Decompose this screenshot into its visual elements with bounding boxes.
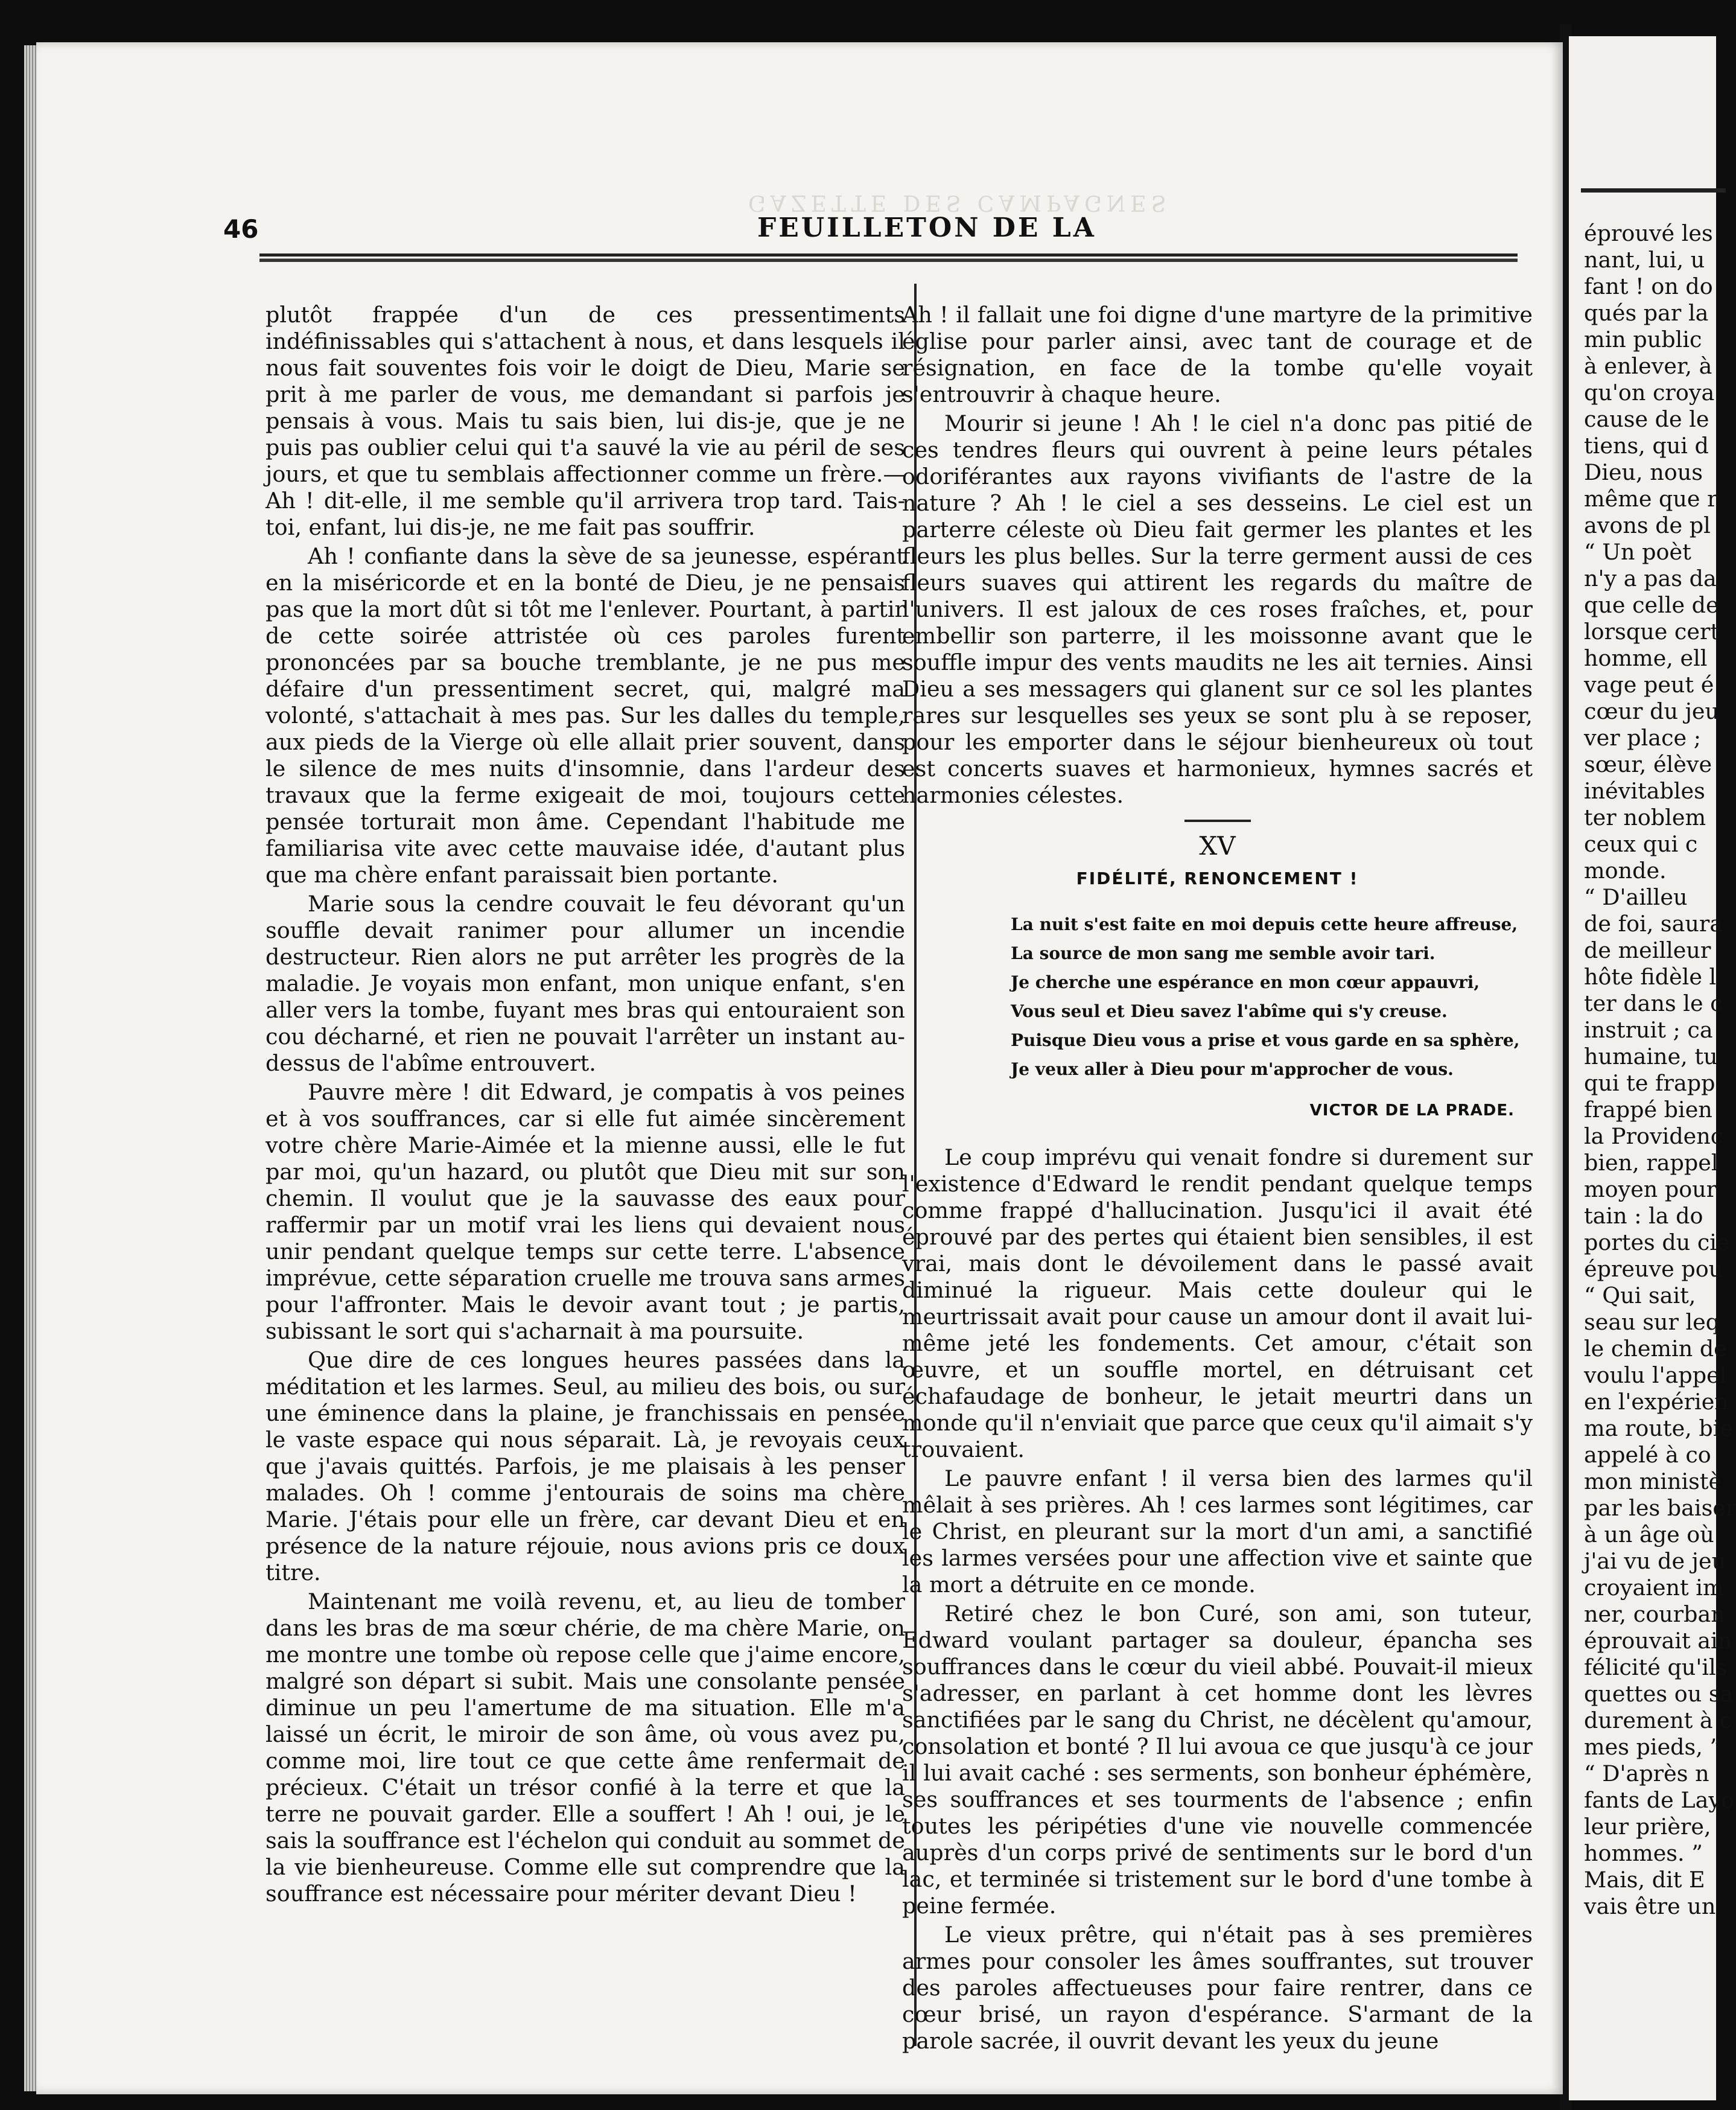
next-page-line: mes pieds, ” bbox=[1584, 1734, 1722, 1760]
paragraph: Marie sous la cendre couvait le feu dévorant qu'un souffle devait ranimer pour allumer un incendie destructeur. Rien alors ne put arrêter les progrès de la maladie. Je voyais mon enfant, mon unique enfant, s'en aller vers la tombe, fuyant mes bras qui entouraient son cou décharné, et rien ne pouvait l'arrêter un instant au-dessus de l'abîme entrouvert. bbox=[265, 891, 905, 1076]
next-page-line: fants de Layo bbox=[1584, 1787, 1734, 1813]
page-number: 46 bbox=[223, 214, 259, 244]
paragraph: Retiré chez le bon Curé, son ami, son tuteur, Edward voulant partager sa douleur, épancha ses souffrances dans le cœur du vieil abbé. Pouvait-il mieux s'adresser, en parlant à cet homme dont les lèvres sanctifiées par le sang du Christ, ne décèlent qu'amour, consolation et bonté ? Il lui avoua ce que jusqu'à ce jour il lui avait caché : ses serments, son bonheur éphémère, ses souffrances et ses tourments de l'absence ; enfin toutes les péripéties d'une vie nouvelle commencée auprès d'un corps privé de sentiments sur le bord d'un lac, et terminée si tristement sur le bord d'une tombe à peine fermée. bbox=[902, 1601, 1533, 1919]
next-page-line: éprouvé les bbox=[1584, 220, 1713, 246]
paragraph: Le pauvre enfant ! il versa bien des larmes qu'il mêlait à ses prières. Ah ! ces larmes sont légitimes, car le Christ, en pleurant sur la mort d'un ami, a sanctifié les larmes versées pour une affection vive et sainte que la mort a détruite en ce monde. bbox=[902, 1465, 1533, 1598]
next-page-line: à enlever, à bbox=[1584, 353, 1712, 379]
next-page-rule bbox=[1581, 188, 1726, 193]
next-page-line: lorsque cert bbox=[1584, 619, 1720, 645]
next-page-line: “ D'après n bbox=[1584, 1761, 1709, 1786]
next-page-line: félicité qu'ils bbox=[1584, 1654, 1728, 1680]
paragraph: plutôt frappée d'un de ces pressentiments indéfinissables qui s'attachent à nous, et dans lesquels il nous fait souventes fois voir le doigt de Dieu, Marie se prit à me parler de vous, me demandant si parfois je pensais à vous. Mais tu sais bien, lui dis-je, que je ne puis pas oublier celui qui t'a sauvé la vie au péril de ses jours, et que tu semblais affectionner comme un frère.—Ah ! dit-elle, il me semble qu'il arrivera trop tard. Tais-toi, enfant, lui dis-je, ne me fait pas souffrir. bbox=[265, 302, 905, 540]
paragraph: Le vieux prêtre, qui n'était pas à ses premières armes pour consoler les âmes souffrantes, sut trouver des paroles affectueuses pour faire rentrer, dans ce cœur brisé, un rayon d'espérance. S'armant de la parole sacrée, il ouvrit devant les yeux du jeune bbox=[902, 1922, 1533, 2054]
next-page-line: homme, ell bbox=[1584, 645, 1708, 671]
next-page-line: quettes ou sa bbox=[1584, 1681, 1734, 1707]
paragraph: Le coup imprévu qui venait fondre si durement sur l'existence d'Edward le rendit pendant quelque temps comme frappé d'hallucination. Jusqu'ici il avait été éprouvé par des pertes qui étaient bien sensibles, il est vrai, mais dont le dévoilement dans le passé avait diminué la rigueur. Mais cette douleur qui le meurtrissait avait pour cause un amour dont il avait lui-même jeté les fondements. Cet amour, c'était son œuvre, et un souffle mortel, en détruisant cet échafaudage de bonheur, le jetait meurtri dans un monde qu'il n'enviait que parce que ceux qu'il aimait s'y trouvaient. bbox=[902, 1144, 1533, 1462]
next-page-line: ner, courban bbox=[1584, 1601, 1725, 1627]
next-page-line: cœur du jeu bbox=[1584, 698, 1719, 724]
next-page-line: mon ministè bbox=[1584, 1468, 1722, 1494]
next-page-line: frappé bien bbox=[1584, 1097, 1712, 1123]
next-page-line: par les baiser bbox=[1584, 1495, 1736, 1521]
next-page-line: que celle de bbox=[1584, 592, 1719, 618]
paragraph: Mourir si jeune ! Ah ! le ciel n'a donc pas pitié de ces tendres fleurs qui ouvrent à peine leurs pétales odoriférantes aux rayons vivifiants de l'astre de la nature ? Ah ! le ciel a ses desseins. Le ciel est un parterre céleste où Dieu fait germer les plantes et les fleurs les plus belles. Sur la terre germent aussi de ces fleurs suaves qui attirent les regards du maître de l'univers. Il est jaloux de ces roses fraîches, et, pour embellir son parterre, il les moissonne avant que le souffle impur des vents maudits ne les ait ternies. Ainsi Dieu a ses messagers qui glanent sur ce sol les plantes rares sur lesquelles ses yeux se sont plu à se reposer, pour les emporter dans le séjour bienheureux où tout est concerts suaves et harmonieux, hymnes sacrés et harmonies célestes. bbox=[902, 410, 1533, 808]
next-page-line: tain : la do bbox=[1584, 1203, 1703, 1229]
paragraph: Ah ! confiante dans la sève de sa jeunesse, espérant en la miséricorde et en la bonté de Dieu, je ne pensais pas que la mort dût si tôt me l'enlever. Pourtant, à partir de cette soirée attristée où ces paroles furent prononcées par sa bouche tremblante, je ne pus me défaire d'un pressentiment secret, qui, malgré ma volonté, s'attachait à mes pas. Sur les dalles du temple, aux pieds de la Vierge où elle allait prier souvent, dans le silence de mes nuits d'insomnie, dans l'ardeur des travaux que la ferme exigeait de moi, toujours cette pensée torturait mon âme. Cependant l'habitude me familiarisa vite avec cette mauvaise idée, d'autant plus que ma chère enfant paraissait bien portante. bbox=[265, 543, 905, 888]
poem-line: Puisque Dieu vous a prise et vous garde en sa sphère, bbox=[1011, 1030, 1520, 1050]
next-page-line: ver place ; bbox=[1584, 725, 1702, 751]
paragraph: Pauvre mère ! dit Edward, je compatis à vos peines et à vos souffrances, car si elle fut aimée sincèrement votre chère Marie-Aimée et la mienne aussi, elle le fut par moi, qu'un hazard, ou plutôt que Dieu mit sur son chemin. Il voulut que je la sauvasse des eaux pour raffermir par un motif vrai les liens qui devaient nous unir pendant quelque temps sur cette terre. L'absence imprévue, cette séparation cruelle me trouva sans armes pour l'affronter. Mais le devoir avant tout ; je partis, subissant le sort qui s'acharnait à ma poursuite. bbox=[265, 1079, 905, 1344]
next-page-line: qui te frapp bbox=[1584, 1070, 1715, 1096]
epigraph-poem bbox=[1011, 910, 1533, 1084]
next-page-line: ceux qui c bbox=[1584, 831, 1698, 857]
next-page-line: j'ai vu de jeu bbox=[1584, 1548, 1726, 1574]
next-page-line: ter dans le c bbox=[1584, 990, 1723, 1016]
poem-line: Je cherche une espérance en mon cœur appauvri, bbox=[1011, 972, 1480, 992]
poem-line: La nuit s'est faite en moi depuis cette heure affreuse, bbox=[1011, 914, 1518, 934]
next-page-line: monde. bbox=[1584, 858, 1667, 884]
chapter-title: FIDÉLITÉ, RENONCEMENT ! bbox=[1076, 869, 1359, 888]
next-page-line: portes du cie bbox=[1584, 1229, 1730, 1255]
next-page-line: hommes. ” bbox=[1584, 1840, 1703, 1866]
next-page-line: croyaient im bbox=[1584, 1575, 1724, 1601]
next-page-line: qués par la bbox=[1584, 300, 1709, 326]
right-column bbox=[902, 302, 1533, 2057]
next-page-line: hôte fidèle l bbox=[1584, 964, 1717, 990]
paragraph: Que dire de ces longues heures passées dans la méditation et les larmes. Seul, au milieu des bois, ou sur une éminence dans la plaine, je franchissais en pensée le vaste espace qui nous séparait. Là, je revoyais ceux que j'avais quittés. Parfois, je me plaisais à les penser malades. Oh ! comme j'entourais de soins ma chère Marie. J'étais pour elle un frère, car devant Dieu et en présence de la nature réjouie, nous avions pris ce doux titre. bbox=[265, 1347, 905, 1586]
next-page-line: durement à c bbox=[1584, 1707, 1732, 1733]
next-page-line: ma route, bie bbox=[1584, 1415, 1734, 1441]
paragraph: Maintenant me voilà revenu, et, au lieu de tomber dans les bras de ma sœur chérie, de ma chère Marie, on me montre une tombe où repose celle que j'aime encore, malgré son départ si subit. Mais une consolante pensée diminue un peu l'amertume de ma situation. Elle m'a laissé un écrit, le miroir de son âme, où vous avez pu, comme moi, lire tout ce que cette âme renfermait de précieux. C'était un trésor confié à la terre et que la terre ne pouvait garder. Elle a souffert ! Ah ! oui, je le sais la souffrance est l'échelon qui conduit au sommet de la vie bienheureuse. Comme elle sut comprendre que la souffrance est nécessaire pour mériter devant Dieu ! bbox=[265, 1589, 905, 1907]
next-page-line: appelé à co bbox=[1584, 1442, 1711, 1468]
poem-line: Je veux aller à Dieu pour m'approcher de vous. bbox=[1011, 1059, 1454, 1079]
next-page-line: éprouvait ain bbox=[1584, 1628, 1732, 1654]
next-page-line: bien, rappel bbox=[1584, 1150, 1719, 1176]
next-page-line: la Providenc bbox=[1584, 1123, 1723, 1149]
next-page-line: de foi, saura bbox=[1584, 911, 1723, 937]
next-page-line: ter noblem bbox=[1584, 805, 1706, 830]
next-page-line: cause de le bbox=[1584, 406, 1709, 432]
next-page-line: leur prière, bbox=[1584, 1814, 1711, 1840]
next-page-line: avons de pl bbox=[1584, 512, 1711, 538]
next-page-line: n'y a pas da bbox=[1584, 566, 1717, 591]
next-page-line: même que r bbox=[1584, 486, 1718, 512]
next-page-line: Dieu, nous bbox=[1584, 459, 1703, 485]
next-page-line: le chemin de bbox=[1584, 1336, 1727, 1362]
next-page-line: “ Qui sait, bbox=[1584, 1283, 1696, 1308]
header-rule bbox=[259, 253, 1518, 262]
next-page-line: humaine, tu bbox=[1584, 1044, 1718, 1069]
next-page-line: instruit ; ca bbox=[1584, 1017, 1713, 1043]
next-page-line: moyen pour bbox=[1584, 1176, 1717, 1202]
next-page-line: sœur, élève bbox=[1584, 751, 1712, 777]
poem-author: VICTOR DE LA PRADE. bbox=[1309, 1101, 1515, 1120]
next-page-line: min public bbox=[1584, 327, 1702, 352]
chapter-rule bbox=[1184, 820, 1251, 822]
next-page-line: seau sur leq bbox=[1584, 1309, 1720, 1335]
running-title: FEUILLETON DE LA bbox=[757, 212, 1096, 243]
next-page-line: à un âge où bbox=[1584, 1522, 1714, 1547]
next-page-column bbox=[1584, 220, 1736, 1920]
next-page-line: “ D'ailleu bbox=[1584, 884, 1688, 910]
next-page-line: qu'on croya bbox=[1584, 380, 1715, 406]
left-column bbox=[265, 302, 905, 1910]
next-page-line: Mais, dit E bbox=[1584, 1867, 1705, 1893]
poem-line: La source de mon sang me semble avoir tari. bbox=[1011, 943, 1436, 963]
bleed-through-text: GAZETTE DES CAMPAGNES bbox=[748, 190, 1171, 215]
next-page-line: tiens, qui d bbox=[1584, 433, 1709, 459]
next-page-line: fant ! on do bbox=[1584, 273, 1713, 299]
next-page-line: de meilleur bbox=[1584, 937, 1711, 963]
next-page-line: “ Un poèt bbox=[1584, 539, 1691, 565]
next-page-line: vage peut é bbox=[1584, 672, 1714, 698]
next-page-line: nant, lui, u bbox=[1584, 247, 1705, 273]
poem-line: Vous seul et Dieu savez l'abîme qui s'y creuse. bbox=[1011, 1001, 1448, 1021]
chapter-number: XV bbox=[1199, 831, 1236, 861]
paragraph: Ah ! il fallait une foi digne d'une martyre de la primitive église pour parler ainsi, avec tant de courage et de résignation, en face de la tombe qu'elle voyait s'entrouvrir à chaque heure. bbox=[902, 302, 1533, 407]
next-page-line: voulu l'appel bbox=[1584, 1362, 1727, 1388]
next-page-line: en l'expérien bbox=[1584, 1389, 1729, 1415]
next-page-line: épreuve pou bbox=[1584, 1256, 1723, 1282]
next-page-line: inévitables bbox=[1584, 778, 1705, 804]
next-page-line: vais être un bbox=[1584, 1893, 1716, 1919]
